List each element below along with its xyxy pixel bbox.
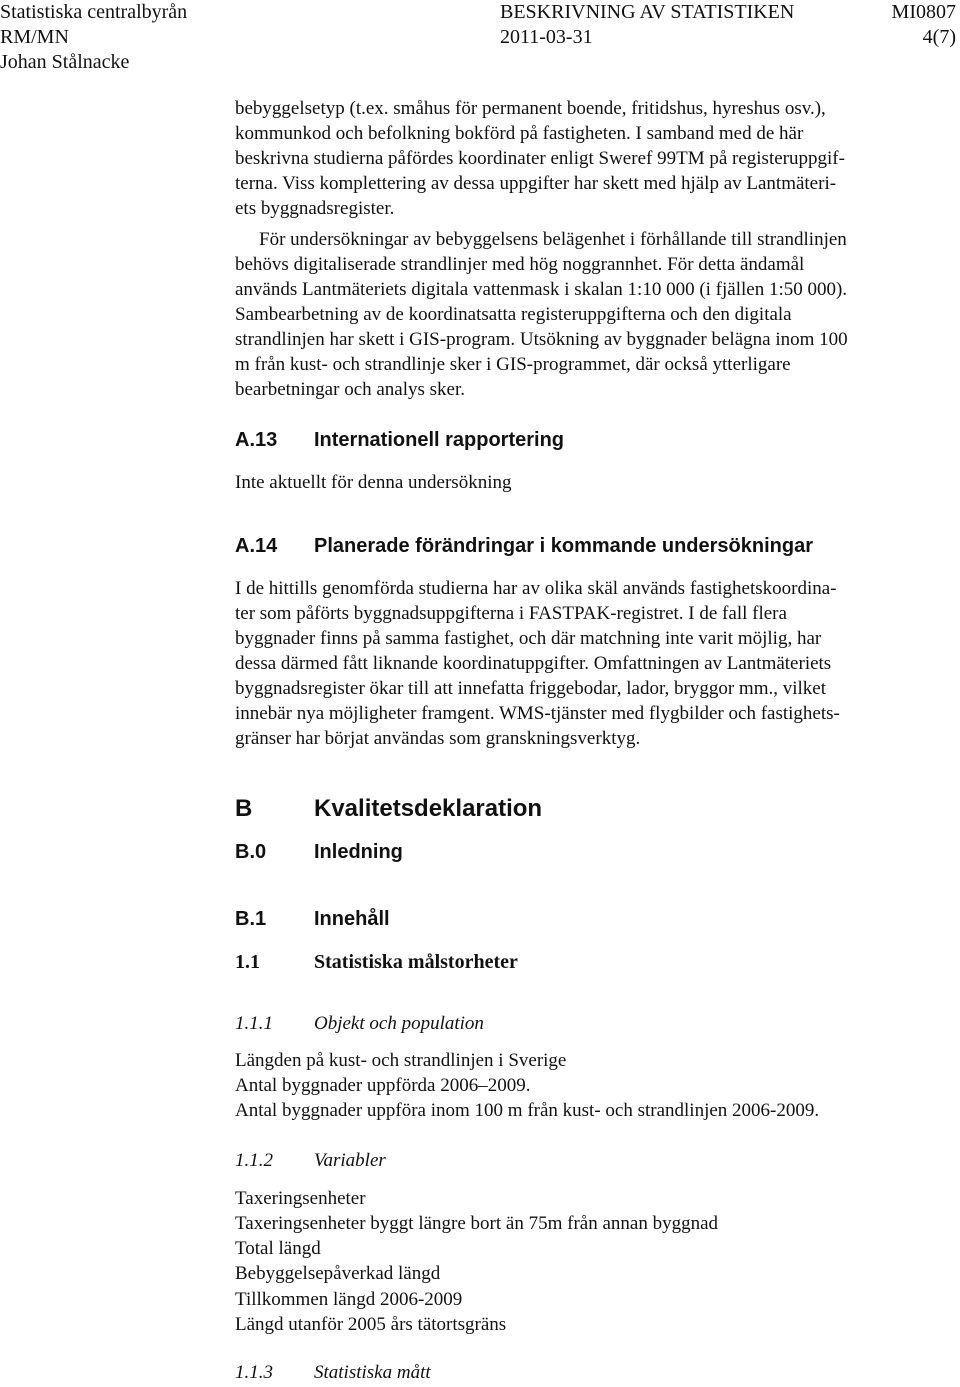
section-number-a14: A.14: [235, 535, 278, 557]
header-author: Johan Stålnacke: [0, 51, 130, 73]
list-line: Längden på kust- och strandlinjen i Sverige: [235, 1050, 567, 1071]
section-title-a13: Internationell rapportering: [314, 429, 565, 451]
list-line: Antal byggnader uppförda 2006–2009.: [235, 1075, 531, 1096]
subsection-title-1-1-3: Statistiska mått: [314, 1362, 431, 1383]
paragraph-line: strandlinjen har skett i GIS-program. Utsökning av byggnader belägna inom 100: [235, 329, 848, 350]
paragraph-line: byggnadsregister ökar till att innefatta friggebodar, lador, bryggor mm., vilket: [235, 678, 827, 699]
list-line: Taxeringsenheter byggt längre bort än 75m från annan byggnad: [235, 1213, 719, 1234]
paragraph-line: dessa därmed fått liknande koordinatuppgifter. Omfattningen av Lantmäteriets: [235, 653, 832, 674]
subsection-title-1-1-1: Objekt och population: [314, 1013, 484, 1034]
paragraph-line: används Lantmäteriets digitala vattenmask i skalan 1:10 000 (i fjällen 1:50 000).: [235, 279, 848, 300]
subsection-number-1-1-2: 1.1.2: [235, 1150, 273, 1171]
section-number-a13: A.13: [235, 429, 278, 451]
section-number-b: B: [235, 795, 253, 822]
subsection-number-1-1-3: 1.1.3: [235, 1362, 273, 1383]
paragraph-line: terna. Viss komplettering av dessa uppgifter har skett med hjälp av Lantmäteri-: [235, 173, 837, 194]
paragraph-line: kommunkod och befolkning bokförd på fastigheten. I samband med de här: [235, 123, 804, 144]
paragraph-line: bebyggelsetyp (t.ex. småhus för permanent boende, fritidshus, hyreshus osv.),: [235, 98, 826, 119]
header-date: 2011-03-31: [500, 26, 593, 48]
paragraph-line: behövs digitaliserade strandlinjer med hög noggrannhet. För detta ändamål: [235, 254, 805, 275]
list-line: Total längd: [235, 1238, 321, 1259]
subsection-number-1-1-1: 1.1.1: [235, 1013, 273, 1034]
list-line: Taxeringsenheter: [235, 1188, 366, 1209]
list-line: Längd utanför 2005 års tätortsgräns: [235, 1314, 507, 1335]
paragraph-line: Inte aktuellt för denna undersökning: [235, 472, 512, 493]
paragraph-line: innebär nya möjligheter framgent. WMS-tjänster med flygbilder och fastighets-: [235, 703, 840, 724]
header-doc-type: BESKRIVNING AV STATISTIKEN: [500, 1, 795, 23]
paragraph-line: m från kust- och strandlinje sker i GIS-programmet, där också ytterligare: [235, 354, 791, 375]
header-doc-code: MI0807: [891, 1, 956, 23]
paragraph-line: bearbetningar och analys sker.: [235, 379, 466, 400]
section-title-b0: Inledning: [314, 841, 403, 863]
subsection-title-1-1: Statistiska målstorheter: [314, 951, 518, 973]
section-number-b1: B.1: [235, 908, 267, 930]
paragraph-line: ets byggnadsregister.: [235, 198, 395, 219]
subsection-number-1-1: 1.1: [235, 951, 260, 973]
paragraph-line: Sambearbetning av de koordinatsatta registeruppgifterna och den digitala: [235, 304, 792, 325]
section-title-a14: Planerade förändringar i kommande undersökningar: [314, 535, 814, 557]
header-dept: RM/MN: [0, 26, 69, 48]
section-title-b: Kvalitetsdeklaration: [314, 795, 543, 822]
header-page-number: 4(7): [922, 26, 956, 48]
paragraph-line: beskrivna studierna påfördes koordinater enligt Sweref 99TM på registeruppgif-: [235, 148, 845, 169]
list-line: Antal byggnader uppföra inom 100 m från kust- och strandlinjen 2006-2009.: [235, 1100, 820, 1121]
section-title-b1: Innehåll: [314, 908, 390, 930]
list-line: Tillkommen längd 2006-2009: [235, 1289, 463, 1310]
header-org: Statistiska centralbyrån: [0, 1, 188, 23]
paragraph-line: gränser har börjat användas som granskningsverktyg.: [235, 728, 641, 749]
list-line: Bebyggelsepåverkad längd: [235, 1263, 441, 1284]
paragraph-line: ter som påförts byggnadsuppgifterna i FASTPAK-registret. I de fall flera: [235, 603, 787, 624]
paragraph-line: För undersökningar av bebyggelsens belägenhet i förhållande till strandlinjen: [259, 229, 847, 250]
paragraph-line: I de hittills genomförda studierna har av olika skäl används fastighetskoordina-: [235, 578, 837, 599]
subsection-title-1-1-2: Variabler: [314, 1150, 386, 1171]
section-number-b0: B.0: [235, 841, 267, 863]
paragraph-line: byggnader finns på samma fastighet, och där matchning inte varit möjlig, har: [235, 628, 822, 649]
